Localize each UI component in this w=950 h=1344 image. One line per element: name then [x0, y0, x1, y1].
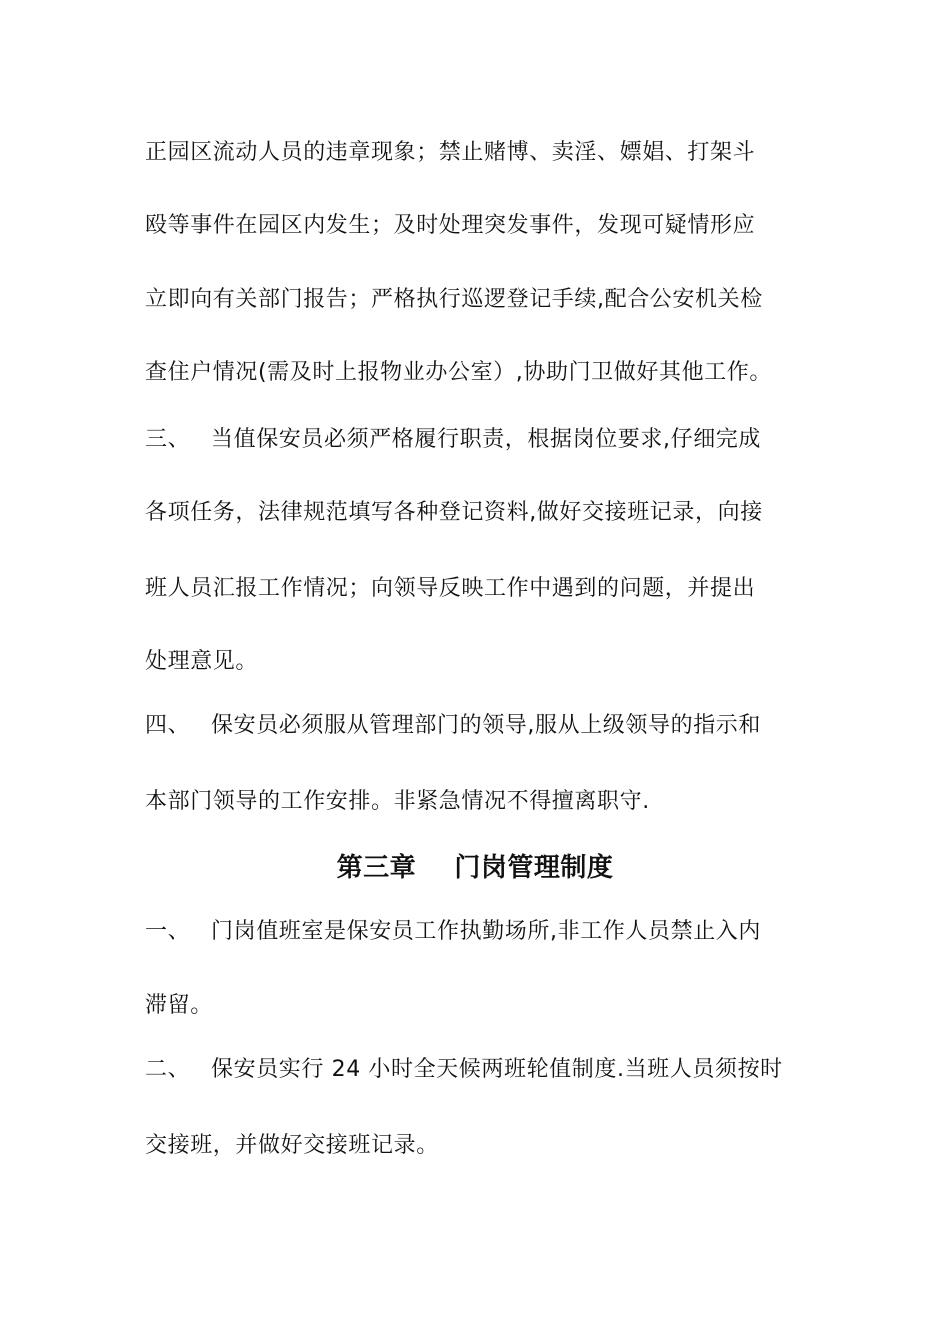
paragraph-line: 正园区流动人员的违章现象；禁止赌博、卖淫、嫖娼、打架斗	[145, 140, 756, 165]
list-item-4	[145, 711, 761, 741]
paragraph-line: 班人员汇报工作情况；向领导反映工作中遇到的问题，并提出	[145, 576, 756, 601]
chapter-title: 第三章 门岗管理制度	[336, 853, 614, 883]
list-item-number: 三、	[145, 427, 191, 452]
list-item-text: 当值保安员必须严格履行职责，根据岗位要求,仔细完成	[211, 427, 761, 452]
list-item-number: 四、	[145, 713, 191, 738]
list-item-1	[145, 917, 761, 947]
paragraph-line: 处理意见。	[145, 649, 259, 674]
list-item-text: 门岗值班室是保安员工作执勤场所,非工作人员禁止入内	[211, 919, 761, 944]
paragraph-line: 本部门领导的工作安排。非紧急情况不得擅离职守.	[145, 789, 650, 814]
list-item-number: 一、	[145, 919, 191, 944]
paragraph-line: 立即向有关部门报告；严格执行巡逻登记手续,配合公安机关检	[145, 287, 763, 312]
paragraph-line: 查住户情况(需及时上报物业办公室）,协助门卫做好其他工作。	[145, 360, 772, 385]
paragraph-line: 各项任务，法律规范填写各种登记资料,做好交接班记录，向接	[145, 500, 763, 525]
list-item-number: 二、	[145, 1057, 191, 1082]
paragraph-line: 滞留。	[145, 993, 213, 1018]
list-item-2	[145, 1055, 783, 1085]
list-item-text: 保安员必须服从管理部门的领导,服从上级领导的指示和	[211, 713, 761, 738]
list-item-3	[145, 425, 761, 455]
list-item-text: 保安员实行 24 小时全天候两班轮值制度.当班人员须按时	[211, 1057, 783, 1082]
paragraph-line: 交接班，并做好交接班记录。	[145, 1133, 439, 1158]
paragraph-line: 殴等事件在园区内发生；及时处理突发事件，发现可疑情形应	[145, 213, 756, 238]
